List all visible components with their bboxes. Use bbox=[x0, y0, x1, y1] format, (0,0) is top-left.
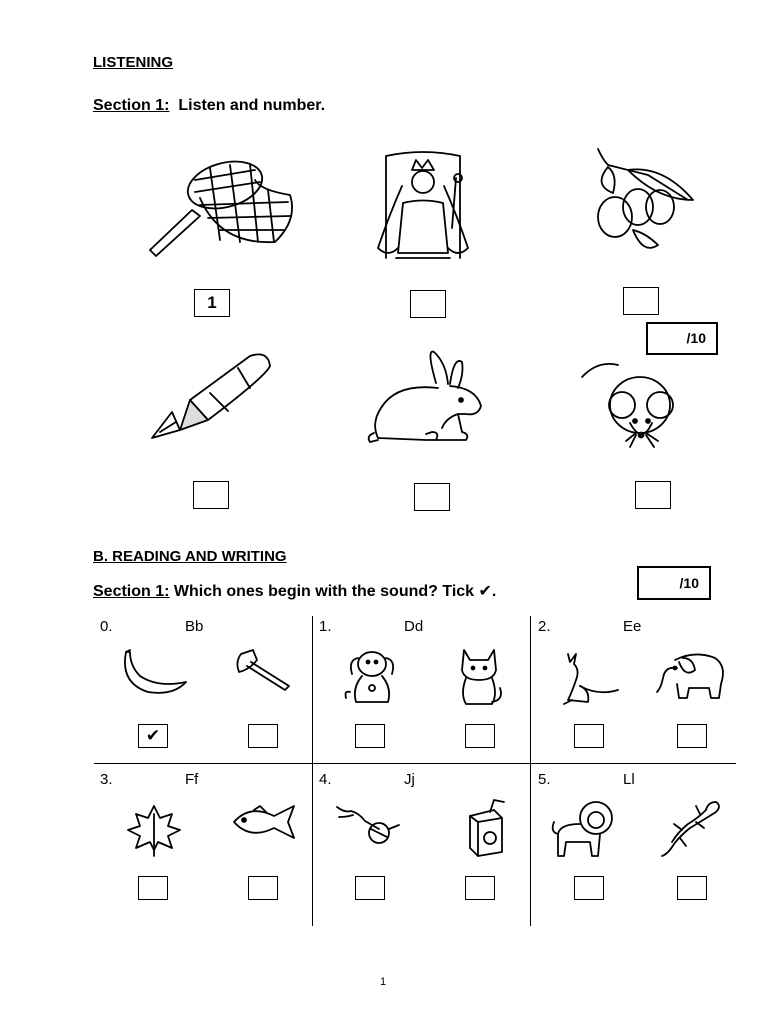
reading-heading: B. READING AND WRITING bbox=[93, 548, 287, 565]
queen-icon bbox=[368, 148, 478, 266]
section-instruction: Listen and number. bbox=[178, 97, 326, 114]
tick-box[interactable] bbox=[248, 876, 278, 900]
tick-box[interactable] bbox=[574, 876, 604, 900]
item-letter: Jj bbox=[404, 771, 415, 788]
item-number: 0. bbox=[100, 618, 113, 635]
yo-yo-icon bbox=[335, 803, 401, 849]
listening-section-title bbox=[93, 97, 325, 115]
item-letter: Dd bbox=[404, 618, 424, 635]
item-letter: Ll bbox=[623, 771, 635, 788]
lion-icon bbox=[550, 798, 622, 860]
mouse-icon bbox=[578, 355, 688, 450]
grid-divider bbox=[94, 763, 736, 764]
axe-icon bbox=[235, 648, 293, 690]
listening-score-box[interactable]: /10 bbox=[646, 322, 718, 355]
item-number: 1. bbox=[319, 618, 332, 635]
olives-icon bbox=[588, 145, 703, 255]
answer-box-5[interactable] bbox=[414, 483, 450, 511]
tick-box[interactable]: ✔ bbox=[138, 724, 168, 748]
answer-box-6[interactable] bbox=[635, 481, 671, 509]
lizard-icon bbox=[660, 798, 724, 858]
item-number: 2. bbox=[538, 618, 551, 635]
dog-icon bbox=[342, 648, 397, 708]
net-icon bbox=[140, 150, 300, 265]
item-letter: Bb bbox=[185, 618, 204, 635]
tick-box[interactable] bbox=[355, 876, 385, 900]
rabbit-icon bbox=[366, 348, 486, 446]
elephant-icon bbox=[655, 648, 731, 702]
fish-icon bbox=[230, 802, 298, 842]
pen-icon bbox=[150, 348, 275, 440]
kangaroo-icon bbox=[558, 650, 620, 706]
juice-box-icon bbox=[464, 800, 508, 856]
grid-divider bbox=[312, 616, 313, 926]
tick-box[interactable] bbox=[677, 724, 707, 748]
item-number: 4. bbox=[319, 771, 332, 788]
reading-section-title bbox=[93, 581, 496, 601]
section-label: Section 1: bbox=[93, 97, 170, 114]
leaf-icon bbox=[126, 802, 182, 858]
item-number: 3. bbox=[100, 771, 113, 788]
tick-box[interactable] bbox=[677, 876, 707, 900]
grid-divider bbox=[530, 616, 531, 926]
answer-box-2[interactable] bbox=[410, 290, 446, 318]
tick-box[interactable] bbox=[465, 876, 495, 900]
listening-heading: LISTENING bbox=[93, 54, 174, 71]
item-letter: Ee bbox=[623, 618, 642, 635]
tick-box[interactable] bbox=[248, 724, 278, 748]
section-label: Section 1: bbox=[93, 583, 170, 600]
item-letter: Ff bbox=[185, 771, 199, 788]
cat-icon bbox=[454, 646, 504, 708]
answer-box-1[interactable]: 1 bbox=[194, 289, 230, 317]
tick-box[interactable] bbox=[355, 724, 385, 748]
reading-score-box[interactable]: /10 bbox=[637, 566, 711, 600]
answer-box-3[interactable] bbox=[623, 287, 659, 315]
page-number: 1 bbox=[380, 976, 387, 988]
answer-box-4[interactable] bbox=[193, 481, 229, 509]
tick-box[interactable] bbox=[574, 724, 604, 748]
tick-box[interactable] bbox=[465, 724, 495, 748]
item-number: 5. bbox=[538, 771, 551, 788]
banana-icon bbox=[118, 648, 188, 696]
section-instruction: Which ones begin with the sound? Tick ✔. bbox=[173, 583, 497, 600]
tick-box[interactable] bbox=[138, 876, 168, 900]
